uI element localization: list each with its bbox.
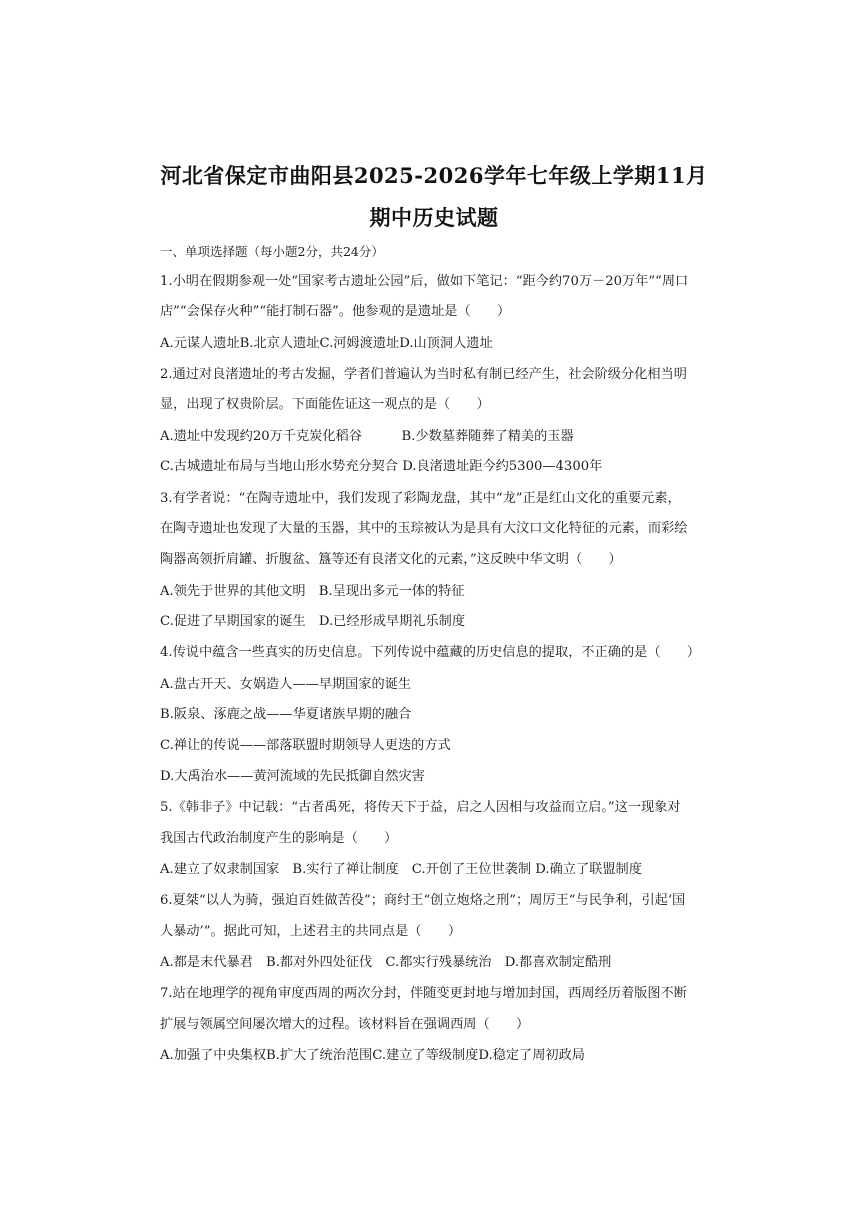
question-7-line-2: 扩展与领属空间屡次增大的过程。该材料旨在强调西周（ ） [160,1017,530,1032]
question-7-options: A.加强了中央集权B.扩大了统治范围C.建立了等级制度D.稳定了周初政局 [160,1048,585,1063]
question-4-stem: 4.传说中蕴含一些真实的历史信息。下列传说中蕴藏的历史信息的提取，不正确的是（ ） [160,645,701,660]
question-4-option-c: C.禅让的传说——部落联盟时期领导人更迭的方式 [160,738,451,753]
question-2-line-1: 2.通过对良渚遗址的考古发掘，学者们普遍认为当时私有制已经产生，社会阶级分化相当明 [160,367,687,382]
question-3-options-cd: C.促进了早期国家的诞生 D.已经形成早期礼乐制度 [160,614,466,629]
question-3-line-2: 在陶寺遗址也发现了大量的玉器，其中的玉琮被认为是具有大汶口文化特征的元素，而彩绘 [160,521,688,536]
question-1-options: A.元谋人遗址B.北京人遗址C.河姆渡遗址D.山顶洞人遗址 [160,336,493,351]
section-heading: 一、单项选择题（每小题2分，共24分） [160,244,384,259]
exam-title-line-1: 河北省保定市曲阳县2025-2026学年七年级上学期11月 [160,163,708,188]
question-1-line-1: 1.小明在假期参观一处“国家考古遗址公园”后，做如下笔记：“距今约70万－20万年”“周口 [160,274,689,289]
question-5-options: A.建立了奴隶制国家 B.实行了禅让制度 C.开创了王位世袭制 D.确立了联盟制度 [160,862,642,877]
question-3-line-3: 陶器高领折肩罐、折腹盆、簋等还有良渚文化的元素，”这反映中华文明（ ） [160,552,622,567]
question-4-option-b: B.阪泉、涿鹿之战——华夏诸族早期的融合 [160,707,412,722]
question-6-line-1: 6.夏桀“以人为骑，强迫百姓做苦役”；商纣王“创立炮烙之刑”；周厉王“与民争利，引起‘国 [160,893,686,908]
question-4-option-a: A.盘古开天、女娲造人——早期国家的诞生 [160,677,412,692]
question-7-line-1: 7.站在地理学的视角审度西周的两次分封，伴随变更封地与增加封国，西周经历着版图不断 [160,986,687,1001]
question-3-line-1: 3.有学者说：“在陶寺遗址中，我们发现了彩陶龙盘，其中“龙”正是红山文化的重要元素， [160,491,681,506]
question-6-options: A.都是末代暴君 B.都对外四处征伐 C.都实行残暴统治 D.都喜欢制定酷刑 [160,955,612,970]
question-6-line-2: 人暴动’”。据此可知，上述君主的共同点是（ ） [160,924,462,939]
question-5-line-1: 5.《韩非子》中记载：“古者禹死，将传天下于益，启之人因相与攻益而立启。”这一现象对 [160,800,681,815]
question-2-options-ab: A.遗址中发现约20万千克炭化稻谷 B.少数墓葬随葬了精美的玉器 [160,429,574,444]
question-2-options-cd: C.古城遗址布局与当地山形水势充分契合 D.良渚遗址距今约5300—4300年 [160,459,603,474]
question-4-option-d: D.大禹治水——黄河流域的先民抵御自然灾害 [160,769,425,784]
question-3-options-ab: A.领先于世界的其他文明 B.呈现出多元一体的特征 [160,584,465,599]
question-5-line-2: 我国古代政治制度产生的影响是（ ） [160,831,398,846]
question-2-line-2: 显，出现了权贵阶层。下面能佐证这一观点的是（ ） [160,397,490,412]
exam-title-line-2: 期中历史试题 [369,205,499,230]
question-1-line-2: 店”“会保存火种”“能打制石器”。他参观的是遗址是（ ） [160,304,511,319]
